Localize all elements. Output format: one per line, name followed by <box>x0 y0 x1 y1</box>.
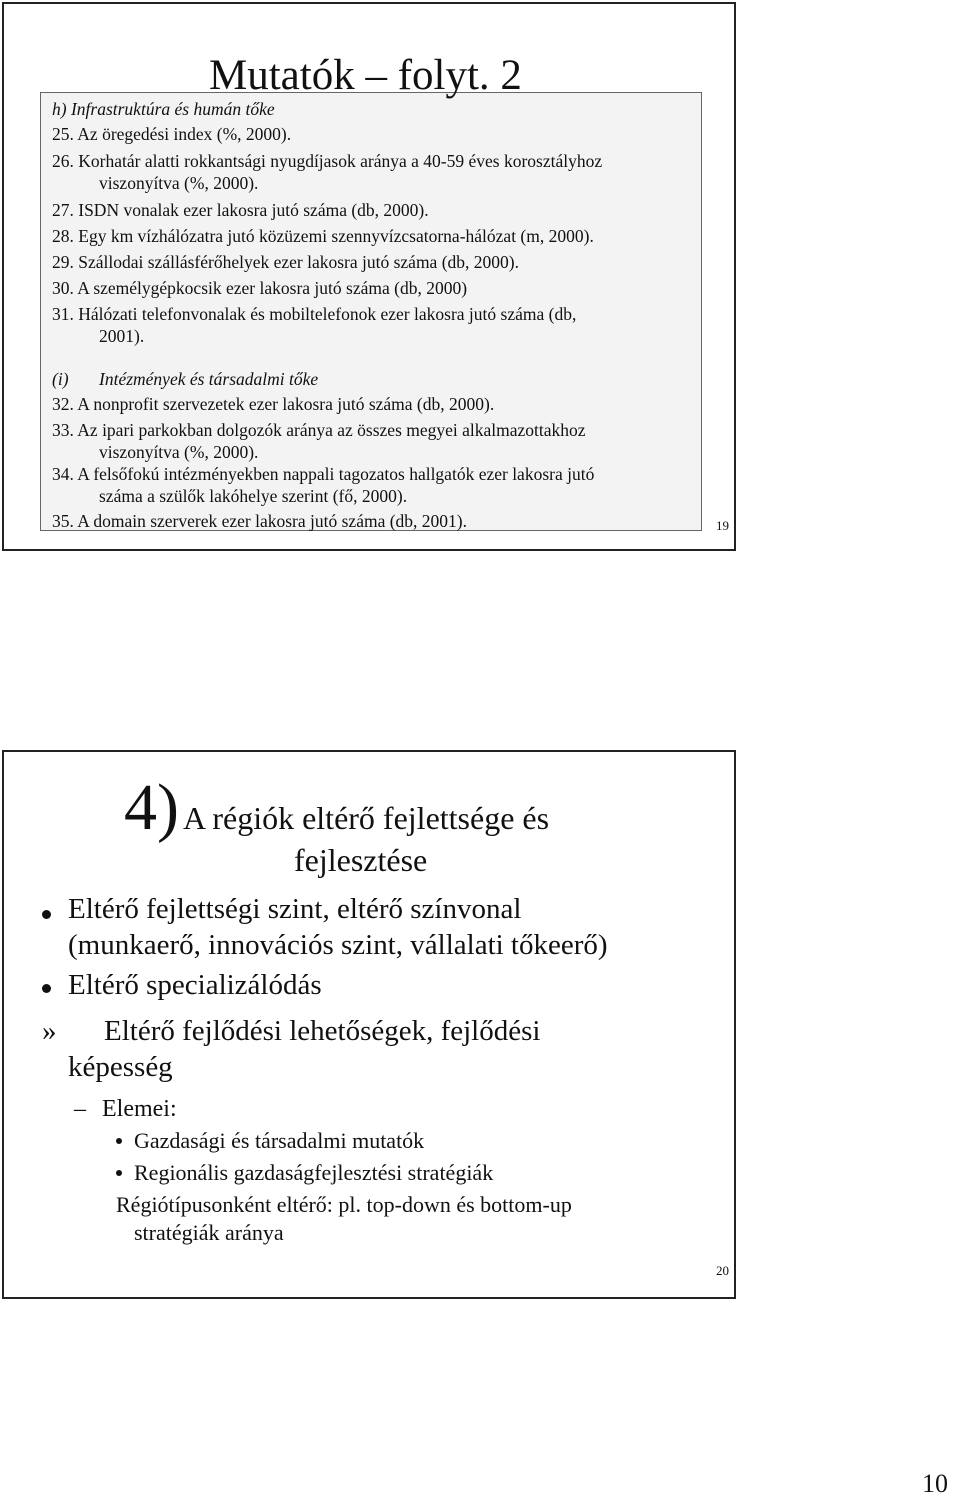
section-heading-h: h) Infrastruktúra és humán tőke <box>52 99 275 119</box>
slide-page-number: 20 <box>716 1263 729 1278</box>
bullet-icon <box>42 984 51 993</box>
sub-bullet-text: Gazdasági és társadalmi mutatók <box>134 1128 425 1153</box>
note-text: Régiótípusonként eltérő: pl. top-down és bottom-up <box>116 1192 572 1217</box>
list-item: 27. ISDN vonalak ezer lakosra jutó száma (db, 2000). <box>52 200 429 220</box>
list-item: 34. A felsőfokú intézményekben nappali tagozatos hallgatók ezer lakosra jutó <box>52 464 595 484</box>
list-item: 26. Korhatár alatti rokkantsági nyugdíjasok aránya a 40-59 éves korosztályhoz <box>52 151 603 171</box>
section-heading-i: Intézmények és társadalmi tőke <box>99 369 319 389</box>
bullet-text-continuation: képesség <box>68 1051 173 1083</box>
bullet-icon <box>116 1138 122 1144</box>
title-text: A régiók eltérő fejlettsége és <box>182 800 550 836</box>
list-item: 35. A domain szerverek ezer lakosra jutó száma (db, 2001). <box>52 511 468 531</box>
note-text-continuation: stratégiák aránya <box>134 1220 284 1245</box>
bullet-text: Eltérő fejlettségi szint, eltérő színvonal <box>68 893 522 925</box>
list-item-continuation: 2001). <box>99 326 145 346</box>
sub-bullet-text: Regionális gazdaságfejlesztési stratégiák <box>134 1160 494 1185</box>
title-number: 4) <box>124 771 179 844</box>
list-item-continuation: viszonyítva (%, 2000). <box>99 442 259 462</box>
indicator-list-box <box>40 92 702 531</box>
bullet-chevron-icon: » <box>42 1015 57 1047</box>
bullet-text-continuation: (munkaerő, innovációs szint, vállalati tőkeerő) <box>68 929 608 961</box>
slide-title: Mutatók – folyt. 2 <box>209 52 522 99</box>
slide-title <box>124 768 549 848</box>
bullet-icon <box>116 1170 122 1176</box>
section-label-i: (i) <box>52 369 69 389</box>
slide-19 <box>2 2 736 551</box>
slide-20 <box>2 750 736 1299</box>
dash-icon: – <box>74 1096 86 1122</box>
list-item: 28. Egy km vízhálózatra jutó közüzemi szennyvízcsatorna-hálózat (m, 2000). <box>52 226 594 246</box>
title-text-line2: fejlesztése <box>294 842 428 878</box>
list-item-continuation: száma a szülők lakóhelye szerint (fő, 2000). <box>99 486 408 506</box>
bullet-text: Eltérő fejlődési lehetőségek, fejlődési <box>104 1015 541 1047</box>
bullet-icon <box>42 910 51 919</box>
list-item: 29. Szállodai szállásférőhelyek ezer lakosra jutó száma (db, 2000). <box>52 252 519 272</box>
list-item-continuation: viszonyítva (%, 2000). <box>99 173 259 193</box>
list-item: 33. Az ipari parkokban dolgozók aránya az összes megyei alkalmazottakhoz <box>52 420 586 440</box>
bullet-text: Eltérő specializálódás <box>68 969 322 1001</box>
list-item: 30. A személygépkocsik ezer lakosra jutó száma (db, 2000) <box>52 278 468 298</box>
sub-heading: Elemei: <box>102 1096 177 1122</box>
list-item: 25. Az öregedési index (%, 2000). <box>52 124 292 144</box>
list-item: 31. Hálózati telefonvonalak és mobiltelefonok ezer lakosra jutó száma (db, <box>52 304 577 324</box>
slide-page-number: 19 <box>716 518 729 533</box>
list-item: 32. A nonprofit szervezetek ezer lakosra jutó száma (db, 2000). <box>52 394 495 414</box>
document-page-number: 10 <box>922 1469 948 1498</box>
